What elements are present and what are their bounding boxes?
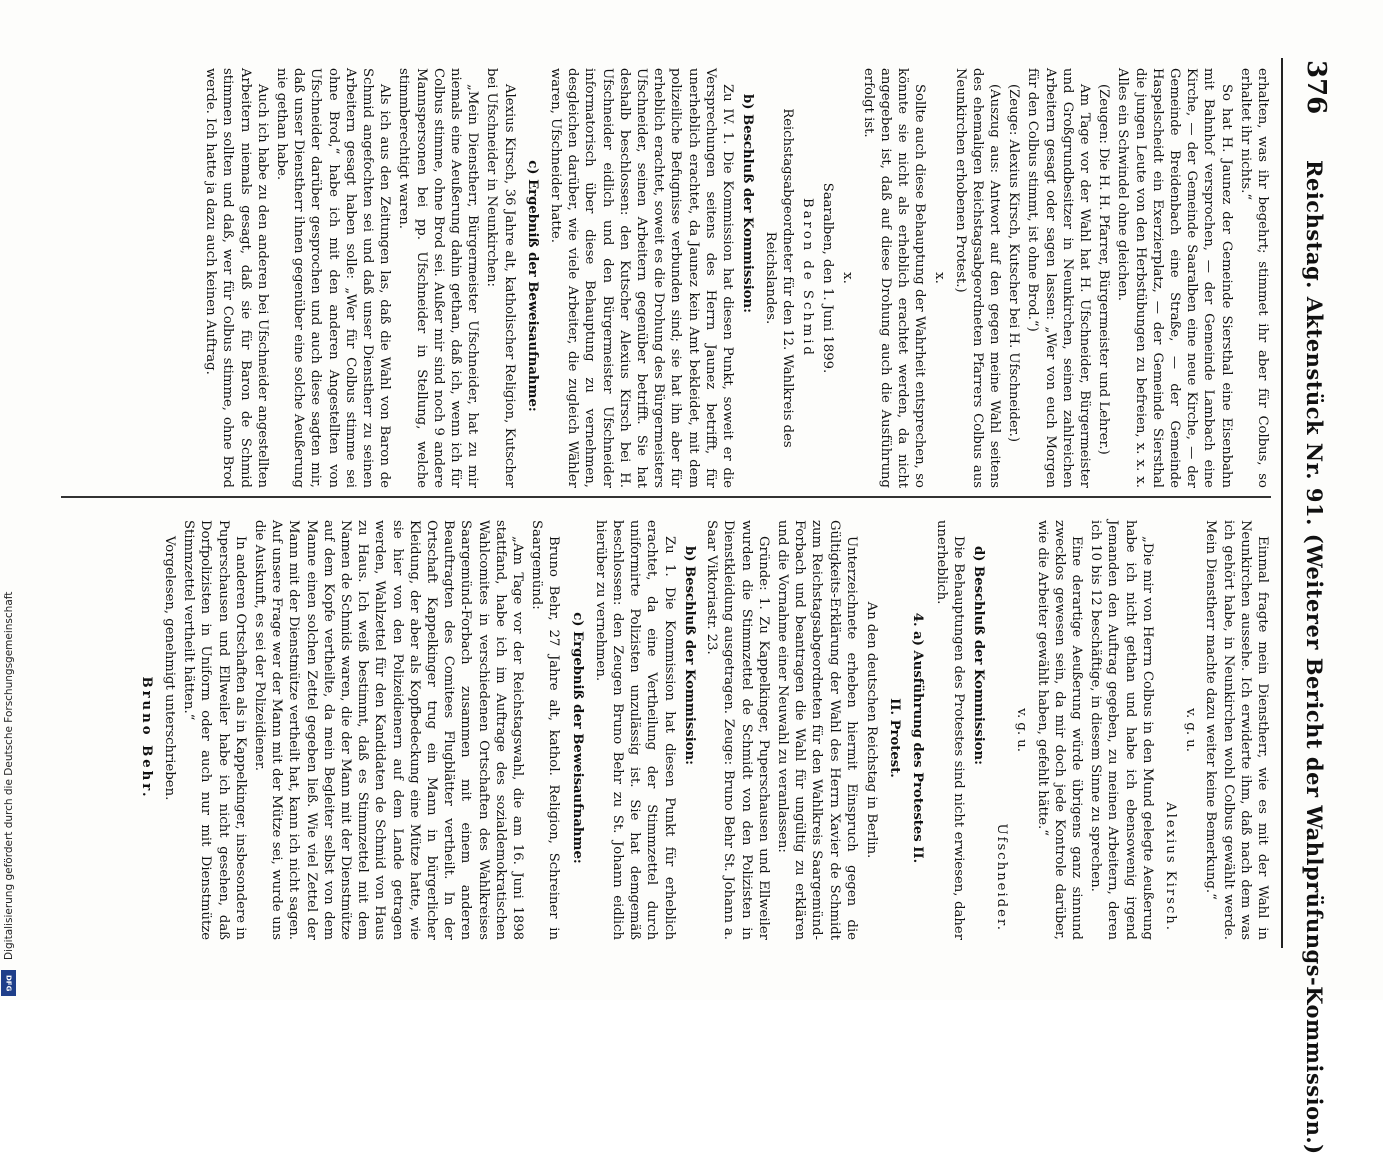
paragraph: Unterzeichnete erheben hiermit Einspruch gegen die Gültigkeits-Erklärung der Wahl des Herrn Xavier de Schmidt zum Reichstagsabgeordneten für den Wahlkreis Saargemünd-Forbach und beantragen die Wahl für ungültig zu erklären und die Vornahme einer Neuwahl zu veranlassen:: [774, 520, 859, 940]
paragraph: Vorgelesen, genehmigt unterschrieben.: [162, 536, 178, 801]
paragraph: Als ich aus den Zeitungen las, daß die Wahl von Baron de Schmid angefochten sei und daß unser Dienstherr zu seinen Arbeitern gesagt haben solle: „Wer für Colbus stimme sei ohne Brod,“ habe ich mit den anderen Angestellten von Ufschneider darüber gesprochen und auch diese sagten mir, daß unser Dienstherr ihnen gegenüber eine solche Aeußerung nie gethan habe.: [274, 68, 393, 488]
section-heading: c) Ergebniß der Beweisaufnahme:: [524, 160, 540, 412]
paragraph: Sollte auch diese Behauptung der Wahrheit entsprechen, so könnte sie nicht als erheblich erachtet werden, da nicht angegeben ist, daß auf diese Drohung auch die Ausführung erfolgt ist.: [860, 68, 928, 488]
paragraph: Einmal fragte mein Dienstherr, wie es mit der Wahl in Neunkirchen aussehe. Ich erwiderte ihm, daß nach dem was ich gehört habe, in Neunkirchen wohl Colbus gewählt werde. Mein Dienstherr machte dazu weiter keine Bemerkung.“: [1203, 520, 1270, 940]
paragraph: „Am Tage vor der Reichstagswahl, die am 16. Juni 1898 stattfand, habe ich im Auftrage des sozialdemokratischen Wahlcomites in verschiedenen Ortschaften des Wahlkreises Saargemünd-Forbach zusammen mit einem anderen Beauftragten des Comitees Flugblätter vertheilt. In der Ortschaft Kappelkinger trug ein Mann in bürgerlicher Kleidung, der aber als Kopfbedeckung eine Mütze hatte, wie sie hier von den Polizeidienern auf dem Lande getragen werden, Wahlzettel für den Kandidaten de Schmid von Haus zu Haus. Ich weiß bestimmt, daß es Stimmzettel mit dem Namen de Schmids waren, die der Mann mit der Dienstmütze auf dem Kopfe vertheilte, da mein Begleiter selbst von dem Manne einen solchen Zettel gegeben ließ. Wie viel Zettel der Mann mit der Dienstmütze vertheilt hat, kann ich nicht sagen. Auf unsere Frage wer der Mann mit der Mütze sei, wurde uns die Auskunft, es sei der Polizeidiener.: [252, 520, 526, 940]
section-heading: II. Protest.: [887, 698, 903, 778]
right-column: [132, 520, 1271, 940]
paragraph: So hat H. Jaunez der Gemeinde Siersthal eine Eisenbahn mit Bahnhof versprochen, — der Gemeinde Lambach eine Kirche, — der Gemeinde Saaralben eine neue Kirche, — der Gemeinde Breidenbach eine Straße, — der Gemeinde Haspelscheidt ein Exerzierplatz, — der Gemeinde Siersthal die jungen Leute von den Herbstübungen zu befreien, x. x. x. Alles ein Schwindel ohne gleichen.: [1115, 68, 1234, 488]
paragraph: Gründe: 1. Zu Kappelkinger, Puperschausen und Ellweiler wurden die Stimmzettel de Schmidt von den Polizisten in Dienstkleidung ausgetragen. Zeuge: Bruno Behr St. Johann a. Saar Viktoriastr. 23.: [704, 520, 771, 940]
vgu-marker: v. g. u.: [1014, 708, 1030, 752]
paragraph: Die Behauptungen des Protestes sind nicht erwiesen, daher unerheblich.: [933, 520, 966, 940]
paragraph: Am Tage vor der Wahl hat H. Ufschneider, Bürgermeister und Großgrundbesitzer in Neunkirchen, seinen zahlreichen Arbeitern gesagt oder sagen lassen: „Wer von euch Morgen für den Colbus stimmt, ist ohne Brod.“): [1025, 68, 1092, 488]
section-heading: b) Beschluß der Kommission:: [740, 94, 756, 313]
funding-credit: Digitalisierung gefördert durch die Deutsche Forschungsgemeinschaft: [3, 591, 15, 960]
running-header: Reichstag. Aktenstück Nr. 91. (Weiterer Bericht der Wahlprüfungs-Kommission.): [1302, 160, 1327, 1155]
etc-marker: x.: [932, 272, 948, 284]
section-heading: 4. a) Ausführung des Protestes II.: [910, 612, 926, 864]
paragraph: Zu 1. Die Kommission hat diesen Punkt für erheblich erachtet, da eine Vertheilung der Stimmzettel durch uniformirte Polizisten unzulässig ist. Sie hat demgemäß beschlossen: den Zeugen Bruno Behr zu St. Johann eidlich hierüber zu vernehmen.: [592, 520, 677, 940]
column-divider: [61, 496, 1271, 498]
signature: Bruno Behr.: [138, 676, 154, 800]
signature: Ufschneider.: [994, 823, 1010, 932]
page-number: 376: [1301, 60, 1331, 115]
signer-role: Reichstagsabgeordneter für den 12. Wahlkreis des Reichslandes.: [762, 108, 795, 448]
signer-name: Baron de Schmid: [799, 198, 815, 358]
vgu-marker: v. g. u.: [1183, 708, 1199, 752]
paragraph: (Zeuge: Alexius Kirsch, Kutscher bei H. Ufschneider.): [1006, 84, 1022, 442]
paragraph: „Mein Dienstherr, Bürgermeister Ufschneider, hat zu mir niemals eine Aeußerung dahin gethan, daß ich, wenn ich für Colbus stimme, ohne Brod sei. Außer mir sind noch 9 andere Mannspersonen bei pp. Ufschneider in Stellung, welche stimmberechtigt waren.: [396, 68, 481, 488]
section-heading: d) Beschluß der Kommission:: [970, 546, 986, 765]
paragraph: Eine derartige Aeußerung würde übrigens ganz sinnund zwecklos gewesen sein, da mir doch jede Kontrole darüber, wie die Arbeiter gewählt haben, gefehlt hätte.“: [1034, 520, 1084, 940]
section-heading: c) Ergebniß der Beweisaufnahme:: [569, 612, 585, 864]
paragraph: In anderen Ortschaften als in Kappelkinger, insbesondere in Puperschausen und Ellweiler habe ich nicht gesehen, daß Dorfpolizisten in Uniform oder auch nur mit Dienstmütze Stimmzettel vertheilt hätten.“: [181, 520, 248, 940]
header-rule: [1281, 58, 1283, 948]
paragraph: (Zeugen: Die H. H. Pfarrer, Bürgermeister und Lehrer.): [1096, 84, 1112, 455]
paragraph: Zu IV. 1. Die Kommission hat diesen Punkt, soweit er die Versprechungen seitens des Herrn Jaunez betrifft, für unerheblich erachtet, da Jaunez kein Amt bekleidet, mit dem polizeiliche Befugnisse verbunden sind; sie hat ihn aber für erheblich erachtet, soweit es die Drohung des Bürgermeisters Ufschneider, seinen Arbeitern gegenüber betrifft. Sie hat deshalb beschlossen: den Kutscher Alexius Kirsch bei H. Ufschneider eidlich und den Bürgermeister Ufschneider informatorisch über diese Behauptung zu vernehmen, desgleichen darüber, wie viele Arbeiter, die zugleich Wähler waren, Ufschneider hatte.: [548, 68, 736, 488]
paragraph: (Auszug aus: Antwort auf den gegen meine Wahl seitens des ehemaligen Reichstagsabgeordneten Pfarrers Colbus aus Neunkirchen erhobenen Protest.): [952, 68, 1002, 488]
section-heading: b) Beschluß der Kommission:: [681, 546, 697, 765]
paragraph: erhalten, was ihr begehrt; stimmet ihr aber für Colbus, so erhaltet ihr nichts.“: [1237, 68, 1270, 488]
etc-marker: x.: [840, 272, 856, 284]
left-column: [200, 68, 1271, 488]
witness-line: Bruno Behr, 27 Jahre alt, kathol. Religion, Schreiner in Saargemünd:: [529, 520, 562, 940]
signature: Alexius Kirsch.: [1162, 802, 1178, 932]
address-line: An den deutschen Reichstag in Berlin.: [863, 601, 879, 859]
paragraph: „Die mir von Herrn Colbus in den Mund gelegte Aeußerung habe ich nicht gethan und habe ich ebensowenig irgend Jemanden den Auftrag gegeben, zu meinen Arbeitern, deren ich 10 bis 12 beschäftige, in diesem Sinne zu sprechen.: [1088, 520, 1155, 940]
witness-line: Alexius Kirsch, 36 Jahre alt, katholischer Religion, Kutscher bei Ufschneider in Neunkirchen:: [484, 68, 517, 488]
date-line: Saaralben, den 1. Juni 1899.: [820, 182, 836, 374]
credit-strip: [0, 0, 18, 1000]
paragraph: Auch ich habe zu den anderen bei Ufschneider angestellten Arbeitern niemals gesagt, daß sie für Baron de Schmid stimmen sollten und daß, wer für Colbus stimme, ohne Brod werde. Ich hatte ja dazu auch keinen Auftrag.: [203, 68, 270, 488]
dfg-logo-icon: DFG: [1, 970, 16, 996]
